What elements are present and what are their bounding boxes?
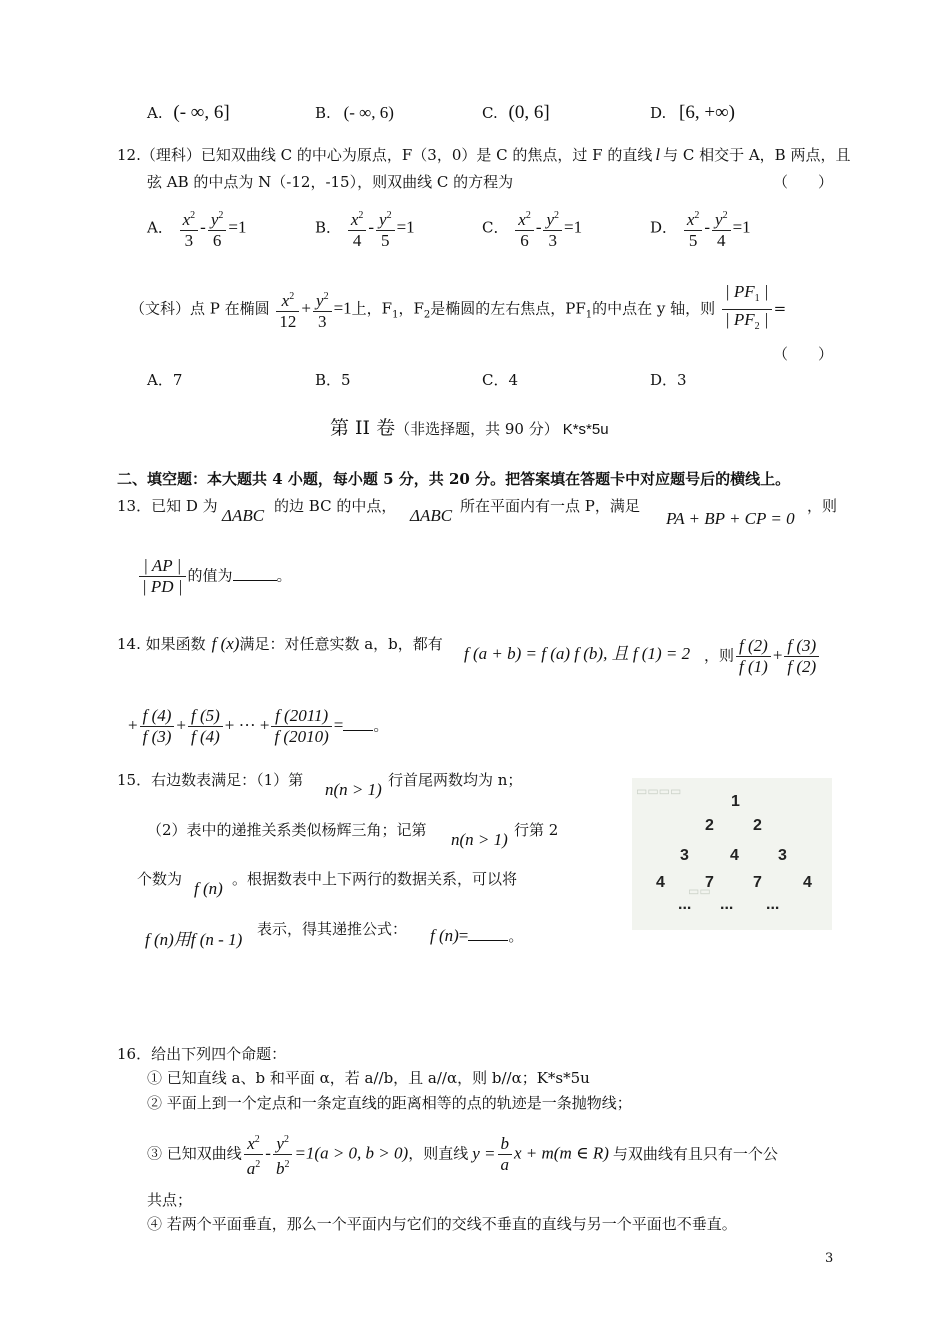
option-math: [6, +∞) [679,102,735,123]
q12-wenke-line: （文科）点 P 在椭圆 $\frac{x^2}{12}$ + $\frac{y^2}{3}$ =1上，$F_1$，$F_2$是椭圆的左右焦点，$PF_1$的中点在 y 轴，则 $\frac{| PF_1 |}{| PF_2 |}$ = [130,282,786,337]
pyramid-cell: 4 [803,874,812,891]
q14-condition: f (a + b) = f (a) f (b), 且 f (1) = 2 [464,644,691,663]
fraction: $\frac{y^2}{5}$ [376,206,395,251]
answer-blank[interactable] [343,716,373,731]
q11-option-b [315,103,394,123]
q13-triangle-1: ΔABC [222,506,265,525]
part2-heading [330,418,609,440]
fraction: $\frac{f (3)}{f (2)}$ [784,636,819,677]
option-label: B． [315,218,342,237]
q13-line1: 13．已知 D 为 [117,497,218,515]
q12-answer-paren: （ ） [773,173,834,191]
q12-wenke-option-b: B．5 [315,371,351,389]
q11-option-d [650,103,735,123]
q14-line1: 14. 如果函数 f (x)满足：对任意实数 a，b，都有 [117,634,443,653]
q15-line1-end: 行首尾两数均为 n； [388,771,523,789]
page-number: 3 [825,1251,834,1266]
answer-blank[interactable] [233,566,277,581]
q15-line2-end: 行第 2 [514,821,559,839]
fraction: $\frac{y^2}{b^2}$ [273,1130,293,1179]
ellipse-fraction-x: $\frac{x^2}{12}$ [276,287,299,332]
q15-line3-end: 。根据数表中上下两行的数据关系，可以将 [232,870,518,888]
pyramid-cell: 4 [730,847,739,864]
q16-proposition-1: ① 已知直线 a、b 和平面 α，若 a//b，且 a//α，则 b//α；K*s*5u [147,1069,590,1087]
q12-line1 [117,145,850,165]
fraction: $\frac{y^2}{4}$ [712,206,731,251]
option-label: A. [147,104,163,122]
question-text: （文科）点 P 在椭圆 [130,299,270,318]
q12-option-b: B． $\frac{x^2}{4}$ - $\frac{y^2}{5}$ =1 [315,206,415,251]
q12-wenke-option-d: D．3 [650,371,687,389]
q11-option-a [147,103,230,123]
pyramid-cell: ... [678,896,692,913]
q15-line1: 15．右边数表满足：（1）第 [117,771,304,789]
q11-option-c [482,103,550,123]
q14-line1-end: ，则 $\frac{f (2)}{f (1)}$ + $\frac{f (3)}{f (2)}$ [704,636,821,677]
q14-line2: + $\frac{f (4)}{f (3)}$ + $\frac{f (5)}{f (4)}$ + ··· + $\frac{f (2011)}{f (2010)}$ = 。 [128,706,389,746]
q13-vector-eqn: PA + BP + CP = 0 [666,509,795,528]
q13-triangle-2: ΔABC [410,506,453,525]
q15-n-cond-1: n(n > 1) [325,780,382,799]
q16-intro: 16．给出下列四个命题： [117,1045,287,1063]
pyramid-cell: 1 [731,793,740,810]
fraction: $\frac{y^2}{6}$ [208,206,227,251]
pyramid-cell: ... [766,896,780,913]
option-label: B. [315,104,331,122]
q12-wenke-option-c: C．4 [482,371,519,389]
fraction: $\frac{b}{a}$ [498,1134,513,1175]
q12-option-a: A． $\frac{x^2}{3}$ - $\frac{y^2}{6}$ =1 [147,206,246,251]
pyramid-cell: 4 [656,874,665,891]
q16-proposition-3: ③ 已知双曲线 $\frac{x^2}{a^2}$ - $\frac{y^2}{b^2}$ =1(a > 0, b > 0)，则直线 y = $\frac{b}{a}$ x + m(m ∈ R) 与双曲线有且只有一个公 [147,1130,778,1179]
part2-subtitle: （非选择题，共 90 分） [395,420,559,438]
pyramid-cell: ... [720,896,734,913]
pyramid-cell: 3 [778,847,787,864]
ellipse-fraction-y: $\frac{y^2}{3}$ [313,287,332,332]
question-text: 弦 AB 的中点为 N（-12，-15），则双曲线 C 的方程为 [147,173,514,191]
q16-proposition-2: ② 平面上到一个定点和一条定直线的距离相等的点的轨迹是一条抛物线； [147,1094,632,1112]
q15-line3: 个数为 [137,870,183,888]
q15-fn-fn1: f (n)用f (n - 1) [145,930,243,949]
fraction: $\frac{f (2011)}{f (2010)}$ [271,706,331,747]
q15-n-cond-2: n(n > 1) [451,830,508,849]
line-symbol: l [655,145,661,164]
pyramid-cell: 2 [753,817,762,834]
pyramid-cell: 3 [680,847,689,864]
q15-line4: 表示，得其递推公式： [257,920,408,938]
answer-blank[interactable] [468,926,508,941]
q16-proposition-4: ④ 若两个平面垂直，那么一个平面内与它们的交线不垂直的直线与另一个平面也不垂直。 [147,1215,737,1233]
section-2-heading: 二、填空题：本大题共 4 小题，每小题 5 分，共 20 分。把答案填在答题卡中对应题号后的横线上。 [117,470,791,488]
fraction: $\frac{f (4)}{f (3)}$ [140,706,175,747]
fraction: $\frac{f (5)}{f (4)}$ [188,706,223,747]
q15-answer: f (n)= 。 [430,926,524,945]
pyramid-cell: 7 [753,874,762,891]
q13-line2: $\frac{| AP |}{| PD |}$ 的值为 。 [137,556,292,597]
q12-option-d: D． $\frac{x^2}{5}$ - $\frac{y^2}{4}$ =1 [650,206,751,251]
q15-line2: （2）表中的递推关系类似杨辉三角；记第 [147,821,427,839]
q13-text-mid2: 所在平面内有一点 P，满足 [460,497,640,515]
fraction: $\frac{x^2}{4}$ [348,206,367,251]
option-label: C. [482,104,498,122]
option-label: D. [650,104,667,122]
option-math: (- ∞, 6] [173,102,230,123]
fraction: $\frac{y^2}{3}$ [543,206,562,251]
q13-suffix: ，则 [807,497,838,515]
fraction: $\frac{x^2}{6}$ [515,206,534,251]
q16-proposition-3-cont: 共点； [147,1191,193,1209]
fraction: $\frac{x^2}{3}$ [180,206,199,251]
q15-fn: f (n) [194,879,223,898]
option-math: (- ∞, 6) [343,103,394,122]
fraction: $\frac{x^2}{5}$ [684,206,703,251]
fraction: $\frac{f (2)}{f (1)}$ [736,636,771,677]
pyramid-cell: 2 [705,817,714,834]
q12-line2 [147,172,513,192]
ap-pd-ratio: $\frac{| AP |}{| PD |}$ [139,556,186,597]
option-label: A． [147,218,173,237]
q12-option-c: C． $\frac{x^2}{6}$ - $\frac{y^2}{3}$ =1 [482,206,582,251]
fraction: $\frac{x^2}{a^2}$ [244,1130,264,1179]
option-label: D． [650,218,678,237]
q12-wenke-option-a: A．7 [147,371,183,389]
q12-wenke-answer-paren: （ ） [773,345,834,363]
part2-mark: K*s*5u [562,421,609,438]
question-text: 与 C 相交于 A，B 两点，且 [663,146,851,164]
part2-title: 第 II 卷 [330,417,396,439]
option-math: (0, 6] [508,102,550,123]
option-label: C． [482,218,509,237]
pf-ratio: $\frac{| PF_1 |}{| PF_2 |}$ [722,282,772,337]
number-pyramid-image: ▭▭▭▭ ▭▭ 1 2 2 3 4 3 4 7 7 4 ... ... ... [632,778,832,930]
question-text: 12.（理科）已知双曲线 C 的中心为原点，F（3，0）是 C 的焦点，过 F 的直线 [117,146,653,164]
pyramid-cell: 7 [705,874,714,891]
q13-text-mid1: 的边 BC 的中点， [274,497,397,515]
